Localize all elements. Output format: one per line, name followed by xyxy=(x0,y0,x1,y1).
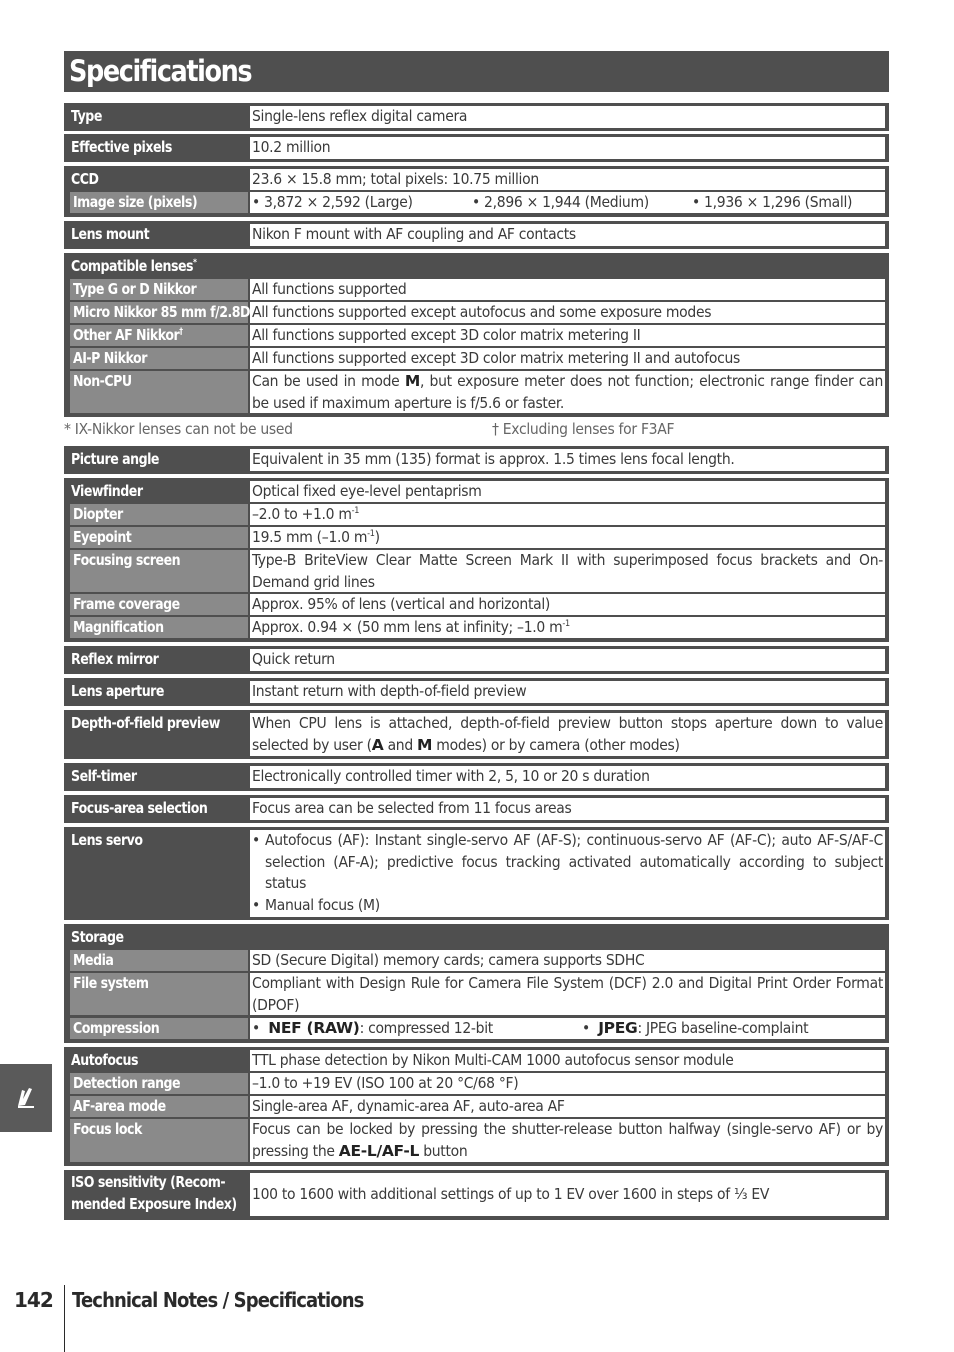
footnote-dagger: † Excluding lenses for F3AF xyxy=(492,420,675,438)
spec-value: Type-B BriteView Clear Matte Screen Mark II with superimposed focus brackets and On-Demand grid lines xyxy=(252,551,883,591)
spec-value-sizes xyxy=(250,192,885,213)
spec-value: 10.2 million xyxy=(250,137,885,159)
spec-self-timer xyxy=(64,763,889,791)
spec-sub-label: AI-P Nikkor xyxy=(73,349,147,367)
spec-lens-servo xyxy=(64,827,889,920)
spec-label: Viewfinder xyxy=(71,482,143,500)
spec-value: 23.6 × 15.8 mm; total pixels: 10.75 million xyxy=(250,169,885,190)
spec-sub-label: File system xyxy=(73,974,149,992)
spec-sub-label: Compression xyxy=(73,1019,160,1037)
spec-label: Lens mount xyxy=(71,225,150,243)
spec-sub-label: Non-CPU xyxy=(73,372,132,390)
spec-sub-label: Eyepoint xyxy=(73,528,132,546)
page-title-bar xyxy=(64,51,889,92)
footer-divider xyxy=(64,1285,65,1352)
spec-sub-label: Magnification xyxy=(73,618,164,636)
page-title: Specifications xyxy=(69,54,252,88)
spec-sub-label: Image size (pixels) xyxy=(73,193,198,211)
spec-value: Focus can be locked by pressing the shutter-release button halfway (single-servo AF) or by pressing the AE-L/AF-L button xyxy=(250,1119,885,1162)
spec-value: –2.0 to +1.0 $m^{-1}$ xyxy=(250,504,885,525)
spec-value: TTL phase detection by Nikon Multi-CAM 1000 autofocus sensor module xyxy=(250,1050,885,1071)
spec-sub-label: Diopter xyxy=(73,505,123,523)
spec-value xyxy=(250,830,885,917)
spec-sub-label: Focusing screen xyxy=(73,551,181,569)
spec-lens-aperture xyxy=(64,678,889,706)
spec-value: Approx. 95% of lens (vertical and horizontal) xyxy=(250,594,885,615)
spec-sub-label: Micro Nikkor 85 mm f/2.8D xyxy=(73,303,250,321)
spec-label: Storage xyxy=(71,928,124,946)
spec-effective-pixels xyxy=(64,134,889,162)
spec-value: SD (Secure Digital) memory cards; camera supports SDHC xyxy=(250,950,885,971)
footnote-star: * IX-Nikkor lenses can not be used xyxy=(64,420,293,438)
spec-compatible-lenses xyxy=(64,253,889,417)
size-large: • 3,872 × 2,592 (Large) xyxy=(252,193,413,211)
spec-sub-label: Other AF Nikkor† xyxy=(73,326,183,344)
running-title: Technical Notes / Specifications xyxy=(72,1288,364,1312)
spec-value: All functions supported xyxy=(250,279,885,300)
spec-focus-area xyxy=(64,795,889,823)
spec-value: Electronically controlled timer with 2, 5, 10 or 20 s duration xyxy=(250,766,885,788)
spec-value: When CPU lens is attached, depth-of-field preview button stops aperture down to value selected by user (A and M modes) or by camera (other modes) xyxy=(250,713,885,756)
spec-label: mended Exposure Index) xyxy=(71,1195,237,1213)
spec-viewfinder xyxy=(64,478,889,642)
spec-picture-angle xyxy=(64,446,889,474)
spec-value: Compliant with Design Rule for Camera File System (DCF) 2.0 and Digital Print Order Format (DPOF) xyxy=(252,974,883,1014)
spec-value: All functions supported except 3D color matrix metering II xyxy=(250,325,885,346)
spec-value: Nikon F mount with AF coupling and AF contacts xyxy=(250,224,885,246)
spec-value: Quick return xyxy=(250,649,885,671)
spec-sub-label: Type G or D Nikkor xyxy=(73,280,197,298)
spec-label: Compatible lenses* xyxy=(71,257,197,275)
spec-ccd xyxy=(64,166,889,217)
spec-value: Approx. 0.94 × (50 mm lens at infinity; –1.0 $m^{-1}$ xyxy=(250,617,885,638)
spec-value: • NEF (RAW): compressed 12-bit • JPEG: JPEG baseline-complaint xyxy=(250,1018,885,1039)
spec-value: 100 to 1600 with additional settings of up to 1 EV over 1600 in steps of ⅓ EV xyxy=(250,1173,885,1216)
spec-storage xyxy=(64,924,889,1043)
spec-label: Reflex mirror xyxy=(71,650,159,668)
size-medium: • 2,896 × 1,944 (Medium) xyxy=(472,193,649,211)
size-small: • 1,936 × 1,296 (Small) xyxy=(692,193,853,211)
spec-sub-label: AF-area mode xyxy=(73,1097,166,1115)
spec-label: ISO sensitivity (Recom- xyxy=(71,1173,226,1191)
spec-value: Optical fixed eye-level pentaprism xyxy=(250,481,885,502)
spec-label: Lens servo xyxy=(71,831,143,849)
spec-sub-label: Focus lock xyxy=(73,1120,142,1138)
spec-value: –1.0 to +19 EV (ISO 100 at 20 °C/68 °F) xyxy=(250,1073,885,1094)
spec-label: Depth-of-field preview xyxy=(71,714,220,732)
spec-iso xyxy=(64,1170,889,1220)
spec-value: All functions supported except 3D color matrix metering II and autofocus xyxy=(250,348,885,369)
spec-label: Lens aperture xyxy=(71,682,164,700)
spec-sub-label: Media xyxy=(73,951,114,969)
spec-sub-label: Detection range xyxy=(73,1074,181,1092)
page-number: 142 xyxy=(14,1288,53,1312)
spec-value: Instant return with depth-of-field preview xyxy=(250,681,885,703)
spec-label: Self-timer xyxy=(71,767,137,785)
spec-label: Type xyxy=(71,107,102,125)
spec-value: Equivalent in 35 mm (135) format is approx. 1.5 times lens focal length. xyxy=(250,449,885,471)
spec-value: Single-area AF, dynamic-area AF, auto-area AF xyxy=(250,1096,885,1117)
spec-label: Effective pixels xyxy=(71,138,172,156)
spec-autofocus xyxy=(64,1047,889,1166)
notes-icon xyxy=(15,1084,37,1110)
list-item: • Autofocus (AF): Instant single-servo AF (AF-S); continuous-servo AF (AF-C); auto AF-S/AF-C selection (AF-A); predictive focus tracking activated automatically according to subject status xyxy=(252,831,883,892)
spec-lens-mount xyxy=(64,221,889,249)
spec-label: Picture angle xyxy=(71,450,159,468)
spec-sub-label: Frame coverage xyxy=(73,595,180,613)
spec-label: CCD xyxy=(71,170,99,188)
spec-dof-preview xyxy=(64,710,889,759)
spec-value: Can be used in mode M, but exposure meter does not function; electronic range finder can be used if maximum aperture is f/5.6 or faster. xyxy=(252,372,883,412)
spec-label: Autofocus xyxy=(71,1051,138,1069)
spec-value: 19.5 mm (–1.0 $m^{-1}$) xyxy=(250,527,885,548)
spec-label: Focus-area selection xyxy=(71,799,208,817)
spec-value: All functions supported except autofocus and some exposure modes xyxy=(250,302,885,323)
spec-reflex-mirror xyxy=(64,646,889,674)
spec-type xyxy=(64,103,889,131)
section-tab[interactable] xyxy=(0,1064,52,1132)
spec-value: Single-lens reflex digital camera xyxy=(250,106,885,128)
spec-value: Focus area can be selected from 11 focus areas xyxy=(250,798,885,820)
list-item: • Manual focus (M) xyxy=(252,895,380,914)
